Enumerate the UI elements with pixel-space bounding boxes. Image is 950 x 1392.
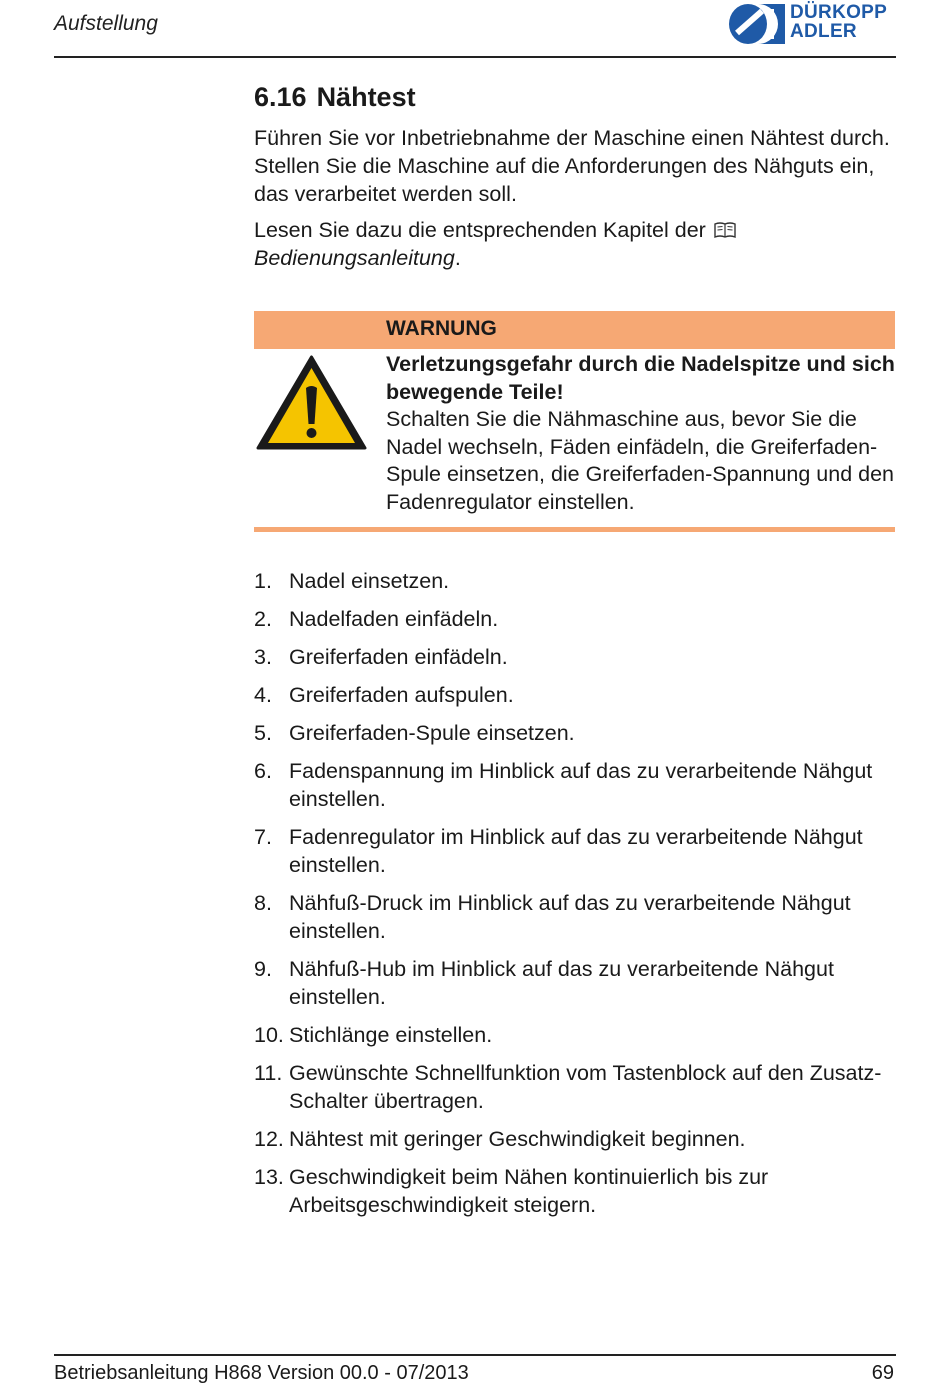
book-reference-icon [714, 221, 736, 239]
section-title: Nähtest [316, 82, 416, 112]
brand-name-line1: DÜRKOPP [790, 2, 888, 23]
list-item [254, 955, 899, 1011]
list-item-text: Nadelfaden einfädeln. [289, 607, 499, 631]
list-item [254, 889, 899, 945]
list-item-text: Nähtest mit geringer Geschwindigkeit beginnen. [289, 1127, 746, 1151]
list-item-number: 7. [254, 825, 272, 849]
warning-label: WARNUNG [386, 317, 497, 340]
list-item [254, 681, 899, 709]
list-item [254, 1021, 899, 1049]
list-item-number: 12. [254, 1127, 284, 1151]
steps-list [254, 567, 899, 1229]
list-item-text: Greiferfaden aufspulen. [289, 683, 514, 707]
list-item [254, 823, 899, 879]
reference-paragraph [254, 216, 899, 272]
list-item [254, 567, 899, 595]
list-item-text: Fadenspannung im Hinblick auf das zu verarbeitende Nähgut einstellen. [289, 759, 873, 811]
brand-logo-mark-icon [728, 3, 786, 45]
list-item-text: Nähfuß-Druck im Hinblick auf das zu verarbeitende Nähgut einstellen. [289, 891, 851, 943]
reference-suffix: . [454, 246, 461, 270]
list-item [254, 1059, 899, 1115]
list-item-number: 2. [254, 607, 272, 631]
list-item [254, 1163, 899, 1219]
warning-headline: Verletzungsgefahr durch die Nadelspitze und sich bewegende Teile! [386, 352, 895, 404]
brand-logo [728, 3, 898, 47]
brand-name-line2: ADLER [790, 21, 857, 42]
list-item-text: Geschwindigkeit beim Nähen kontinuierlich bis zur Arbeitsgeschwindigkeit steigern. [289, 1165, 769, 1217]
list-item-number: 10. [254, 1023, 284, 1047]
reference-manual-link[interactable]: Bedienungsanleitung [254, 246, 455, 270]
header-divider [54, 56, 896, 58]
warning-text: Schalten Sie die Nähmaschine aus, bevor Sie die Nadel wechseln, Fäden einfädeln, die Greiferfaden-Spule einsetzen, die Greiferfaden-Spannung und den Fadenregulator einstellen. [386, 407, 895, 514]
warning-bottom-rule [254, 527, 895, 532]
list-item [254, 643, 899, 671]
list-item-number: 13. [254, 1165, 284, 1189]
list-item-text: Greiferfaden-Spule einsetzen. [289, 721, 575, 745]
list-item-number: 4. [254, 683, 272, 707]
reference-prefix: Lesen Sie dazu die entsprechenden Kapitel der [254, 218, 706, 242]
list-item [254, 605, 899, 633]
list-item [254, 1125, 899, 1153]
list-item-number: 6. [254, 759, 272, 783]
list-item-number: 5. [254, 721, 272, 745]
list-item-text: Stichlänge einstellen. [289, 1023, 493, 1047]
list-item-number: 11. [254, 1061, 283, 1085]
list-item [254, 757, 899, 813]
header-section-title: Aufstellung [54, 12, 158, 35]
list-item-number: 3. [254, 645, 272, 669]
list-item-number: 8. [254, 891, 272, 915]
list-item-number: 9. [254, 957, 272, 981]
warning-header-bar [254, 311, 895, 349]
footer-divider [54, 1354, 896, 1356]
section-number: 6.16 [254, 82, 307, 112]
brand-name [790, 3, 887, 41]
warning-triangle-icon [255, 354, 368, 451]
list-item-text: Greiferfaden einfädeln. [289, 645, 508, 669]
list-item-number: 1. [254, 569, 272, 593]
footer-document-info: Betriebsanleitung H868 Version 00.0 - 07/2013 [54, 1362, 469, 1384]
warning-body [386, 351, 896, 516]
list-item-text: Fadenregulator im Hinblick auf das zu verarbeitende Nähgut einstellen. [289, 825, 863, 877]
list-item-text: Nähfuß-Hub im Hinblick auf das zu verarbeitende Nähgut einstellen. [289, 957, 834, 1009]
list-item [254, 719, 899, 747]
footer-page-number: 69 [871, 1362, 894, 1384]
list-item-text: Nadel einsetzen. [289, 569, 450, 593]
section-heading [254, 82, 416, 113]
list-item-text: Gewünschte Schnellfunktion vom Tastenblock auf den Zusatz-Schalter übertragen. [289, 1061, 882, 1113]
intro-paragraph: Führen Sie vor Inbetriebnahme der Maschine einen Nähtest durch. Stellen Sie die Maschine auf die Anforderungen des Nähguts ein, das verarbeitet werden soll. [254, 126, 890, 206]
